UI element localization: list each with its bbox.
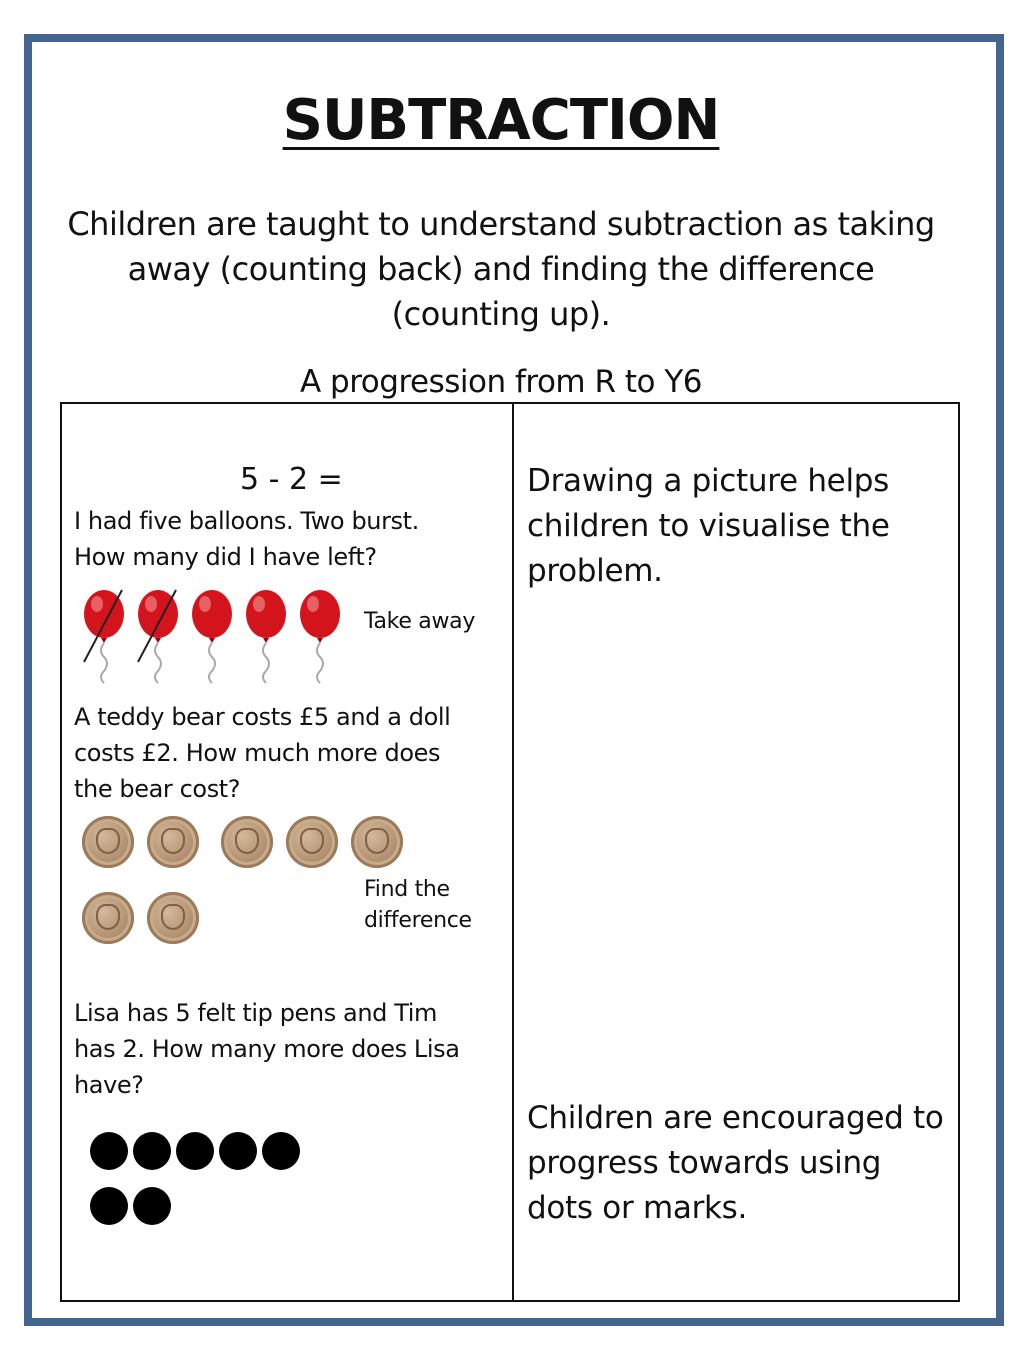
right-top-line3: problem. xyxy=(527,553,663,589)
balloon-icon xyxy=(138,590,178,683)
intro-text: Children are taught to understand subtraction as taking away (counting back) and finding the difference (counting up). xyxy=(67,205,935,333)
coin-icon xyxy=(82,816,134,868)
take-away-label: Take away xyxy=(364,609,476,634)
find-difference-label-line1: Find the xyxy=(364,877,450,902)
coin-icon xyxy=(82,892,134,944)
dot-mark xyxy=(90,1132,128,1170)
problem3-line1: Lisa has 5 felt tip pens and Tim xyxy=(74,999,437,1027)
progression-caption: A progression from R to Y6 xyxy=(300,364,702,400)
dot-mark xyxy=(262,1132,300,1170)
coin-icon xyxy=(147,892,199,944)
balloon-icon xyxy=(84,590,124,683)
equation: 5 - 2 = xyxy=(240,462,343,497)
dot-mark xyxy=(133,1187,171,1225)
page-title: SUBTRACTION xyxy=(282,88,720,153)
balloon-icon xyxy=(246,590,286,683)
coin-icon xyxy=(221,816,273,868)
dot-mark xyxy=(219,1132,257,1170)
coin-icon xyxy=(286,816,338,868)
right-bottom-line3: dots or marks. xyxy=(527,1190,748,1226)
problem2-line3: the bear cost? xyxy=(74,775,241,803)
balloon-icon xyxy=(300,590,340,683)
right-top-line2: children to visualise the xyxy=(527,508,890,544)
balloon-icon xyxy=(192,590,232,683)
dot-mark xyxy=(90,1187,128,1225)
problem3-line2: has 2. How many more does Lisa xyxy=(74,1035,460,1063)
find-difference-label-line2: difference xyxy=(364,908,472,933)
dot-mark xyxy=(176,1132,214,1170)
problem1-line2: How many did I have left? xyxy=(74,543,377,571)
balloons-illustration xyxy=(78,586,358,686)
right-bottom-line1: Children are encouraged to xyxy=(527,1100,944,1136)
problem2-line1: A teddy bear costs £5 and a doll xyxy=(74,703,451,731)
coin-icon xyxy=(147,816,199,868)
column-divider xyxy=(512,404,514,1300)
coin-icon xyxy=(351,816,403,868)
dot-mark xyxy=(133,1132,171,1170)
right-top-line1: Drawing a picture helps xyxy=(527,463,889,499)
problem1-line1: I had five balloons. Two burst. xyxy=(74,507,419,535)
right-bottom-line2: progress towards using xyxy=(527,1145,882,1181)
problem3-line3: have? xyxy=(74,1071,144,1099)
content-table xyxy=(60,402,960,1302)
problem2-line2: costs £2. How much more does xyxy=(74,739,441,767)
